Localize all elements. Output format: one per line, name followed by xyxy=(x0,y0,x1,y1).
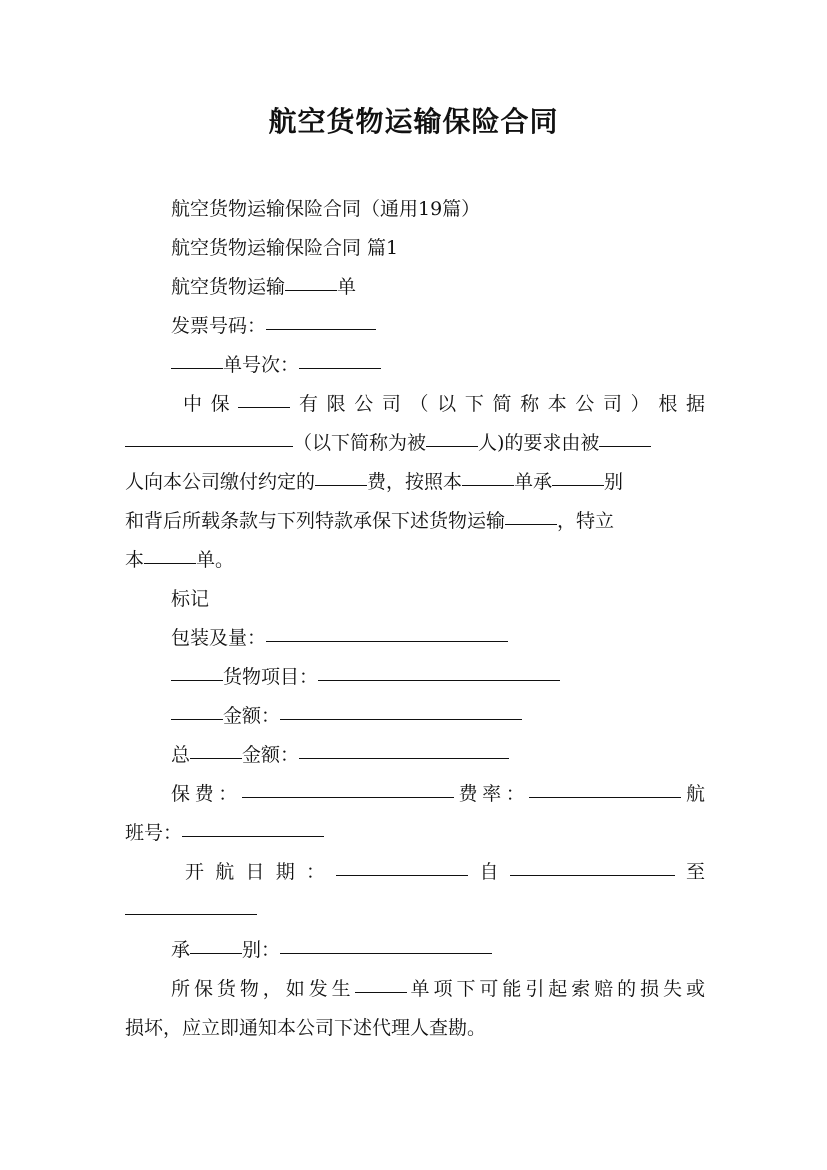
subtitle-line: 航空货物运输保险合同（通用19篇） xyxy=(171,198,481,220)
blank-field xyxy=(552,484,604,486)
blank-field xyxy=(190,757,242,759)
departure-date-line: 开航日期： 自 至 xyxy=(185,861,705,883)
premium-line: 保费： 费率： 航 xyxy=(171,783,705,805)
blank-field xyxy=(315,484,367,486)
paragraph-line: 中保 有限公司（以下简称本公司）根据 xyxy=(183,393,705,415)
blank-field xyxy=(299,757,509,759)
paragraph-line: 本 单。 xyxy=(125,549,235,571)
paragraph-line: 人向本公司缴付约定的 费，按照本 单承 别 xyxy=(125,471,624,493)
total-amount-line: 总 金额： xyxy=(125,736,705,775)
blank-field xyxy=(125,445,293,447)
paragraph-line: 和背后所载条款与下列特款承保下述货物运输 ，特立 xyxy=(125,510,615,532)
blank-field xyxy=(462,484,514,486)
blank-field xyxy=(242,796,454,798)
blank-field xyxy=(599,445,651,447)
blank-field xyxy=(144,562,196,564)
marking-line: 标记 xyxy=(171,588,210,610)
blank-field xyxy=(299,367,381,369)
paragraph-line: （以下简称为被 人)的要求由被 xyxy=(125,424,705,463)
claim-notice-line: 所保货物，如发生 单项下可能引起索赔的损失或 xyxy=(171,978,705,1000)
blank-field xyxy=(182,835,324,837)
claim-notice-continuation: 损坏，应立即通知本公司下述代理人查勘。 xyxy=(125,1017,487,1039)
blank-field xyxy=(266,640,508,642)
blank-field xyxy=(238,406,290,408)
blank-field xyxy=(336,874,468,876)
departure-date-continuation xyxy=(125,892,705,931)
blank-field xyxy=(505,523,557,525)
blank-field xyxy=(190,952,242,954)
blank-field xyxy=(426,445,478,447)
invoice-number-line: 发票号码： xyxy=(125,307,705,346)
packaging-line: 包装及量： xyxy=(125,619,705,658)
document-title: 航空货物运输保险合同 xyxy=(268,105,559,138)
blank-field xyxy=(125,913,257,915)
blank-field xyxy=(280,952,492,954)
document-body xyxy=(125,190,705,1048)
blank-field xyxy=(171,718,223,720)
blank-field xyxy=(266,328,376,330)
goods-item-line: 货物项目： xyxy=(125,658,705,697)
blank-field xyxy=(510,874,675,876)
blank-field xyxy=(529,796,681,798)
chapter-line: 航空货物运输保险合同 篇1 xyxy=(171,237,399,259)
flight-number-line: 班号： xyxy=(125,814,705,853)
amount-line: 金额： xyxy=(125,697,705,736)
blank-field xyxy=(280,718,522,720)
blank-field xyxy=(285,289,337,291)
transport-line: 航空货物运输 单 xyxy=(171,276,357,298)
sequence-number-line: 单号次： xyxy=(125,346,705,385)
blank-field xyxy=(318,679,560,681)
coverage-line: 承 别： xyxy=(125,931,705,970)
blank-field xyxy=(171,367,223,369)
blank-field xyxy=(171,679,223,681)
blank-field xyxy=(355,991,407,993)
